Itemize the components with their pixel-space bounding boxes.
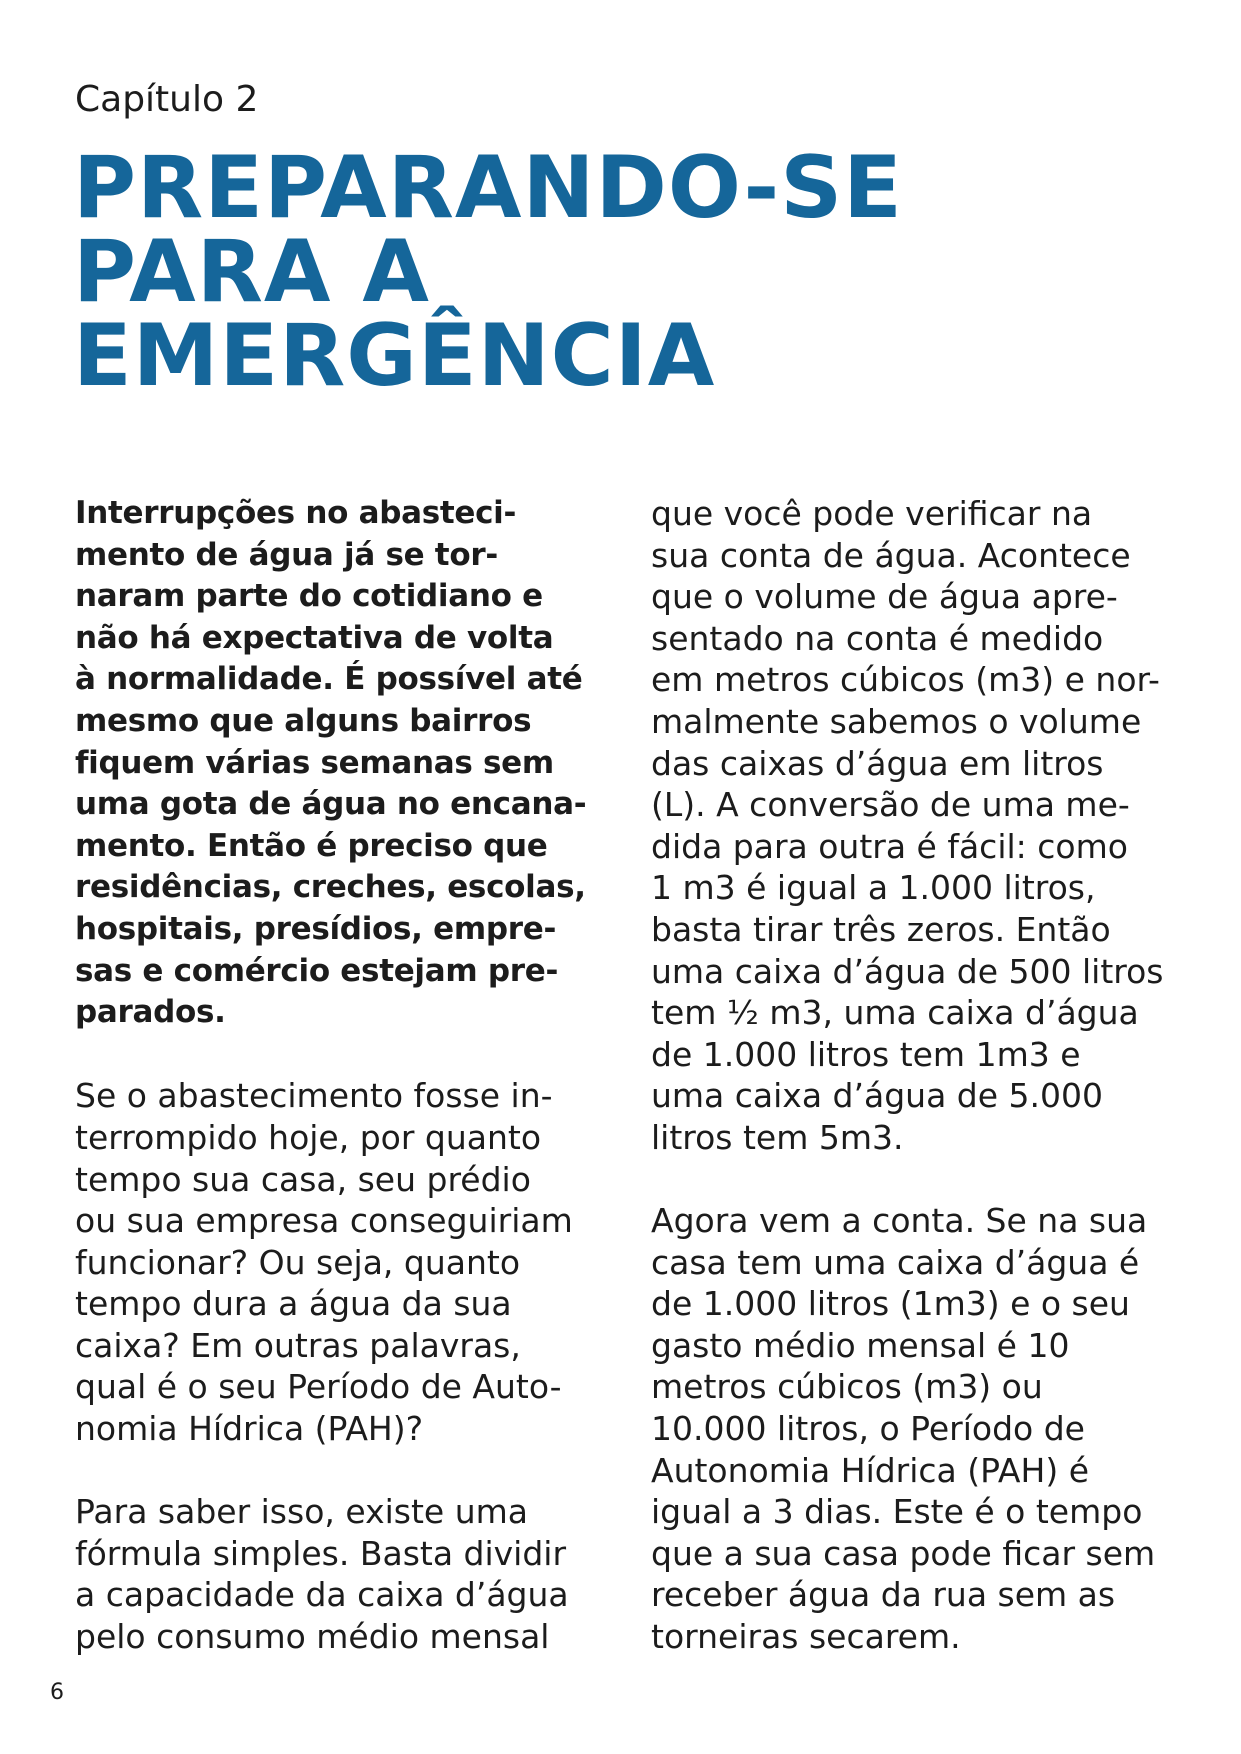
text-line: mento. Então é preciso que xyxy=(75,827,548,864)
text-line: a capacidade da caixa d’água xyxy=(75,1575,569,1615)
text-line: gasto médio mensal é 10 xyxy=(651,1325,1070,1365)
page-title xyxy=(73,138,903,406)
text-line: (L). A conversão de uma me- xyxy=(651,785,1130,825)
text-line: tempo dura a água da sua xyxy=(75,1284,512,1324)
text-line: fórmula simples. Basta dividir xyxy=(75,1533,567,1573)
text-line: litros tem 5m3. xyxy=(651,1117,904,1157)
text-line: pelo consumo médio mensal xyxy=(75,1617,550,1657)
text-line: metros cúbicos (m3) ou xyxy=(651,1367,1043,1407)
text-line: de 1.000 litros tem 1m3 e xyxy=(651,1034,1081,1074)
text-line: que a sua casa pode ficar sem xyxy=(651,1533,1156,1573)
text-line: Agora vem a conta. Se na sua xyxy=(651,1201,1148,1241)
text-line: residências, creches, escolas, xyxy=(75,869,586,906)
text-line: sentado na conta é medido xyxy=(651,618,1104,658)
text-line: igual a 3 dias. Este é o tempo xyxy=(651,1492,1143,1532)
text-line: uma gota de água no encana- xyxy=(75,786,587,823)
title-line: EMERGÊNCIA xyxy=(73,306,716,406)
text-line: nomia Hídrica (PAH)? xyxy=(75,1409,424,1449)
text-line: uma caixa d’água de 5.000 xyxy=(651,1076,1103,1116)
body-paragraph xyxy=(75,1075,575,1449)
text-line: fiquem várias semanas sem xyxy=(75,744,554,781)
text-line: que o volume de água apre- xyxy=(651,577,1118,617)
text-line: mento de água já se tor- xyxy=(75,536,498,573)
text-line: uma caixa d’água de 500 litros xyxy=(651,951,1164,991)
text-line: funcionar? Ou seja, quanto xyxy=(75,1242,521,1282)
left-column xyxy=(75,493,587,1658)
text-line: 10.000 litros, o Período de xyxy=(651,1409,1085,1449)
chapter-label: Capítulo 2 xyxy=(75,79,259,120)
text-line: receber água da rua sem as xyxy=(651,1575,1116,1615)
text-line: terrompido hoje, por quanto xyxy=(75,1117,542,1157)
text-line: em metros cúbicos (m3) e nor- xyxy=(651,660,1160,700)
text-line: tem ½ m3, uma caixa d’água xyxy=(651,993,1139,1033)
page-number: 6 xyxy=(50,1680,64,1705)
body-paragraph xyxy=(75,1491,575,1657)
lead-paragraph xyxy=(75,493,587,1034)
text-line: sua conta de água. Acontece xyxy=(651,535,1131,575)
text-line: sas e comércio estejam pre- xyxy=(75,952,559,989)
text-line: ou sua empresa conseguiriam xyxy=(75,1201,573,1241)
text-line: Autonomia Hídrica (PAH) é xyxy=(651,1450,1089,1490)
text-line: dida para outra é fácil: como xyxy=(651,826,1128,866)
title-line: PREPARANDO-SE xyxy=(73,138,903,238)
text-line: mesmo que alguns bairros xyxy=(75,702,532,739)
text-line: torneiras secarem. xyxy=(651,1617,961,1657)
text-line: que você pode verificar na xyxy=(651,494,1093,533)
body-paragraph xyxy=(651,493,1191,1159)
text-line: qual é o seu Período de Auto- xyxy=(75,1367,562,1407)
text-line: basta tirar três zeros. Então xyxy=(651,909,1111,949)
body-paragraph xyxy=(651,1200,1191,1658)
text-line: hospitais, presídios, empre- xyxy=(75,910,557,947)
text-line: Para saber isso, existe uma xyxy=(75,1492,528,1532)
text-line: Interrupções no abasteci- xyxy=(75,495,517,531)
title-line: PARA A xyxy=(73,222,430,322)
text-line: de 1.000 litros (1m3) e o seu xyxy=(651,1284,1130,1324)
text-line: à normalidade. É possível até xyxy=(75,661,583,698)
text-line: caixa? Em outras palavras, xyxy=(75,1325,521,1365)
text-line: das caixas d’água em litros xyxy=(651,743,1104,783)
text-line: parados. xyxy=(75,994,226,1031)
text-line: Se o abastecimento fosse in- xyxy=(75,1076,553,1116)
text-line: não há expectativa de volta xyxy=(75,619,554,656)
text-line: casa tem uma caixa d’água é xyxy=(651,1242,1140,1282)
text-line: 1 m3 é igual a 1.000 litros, xyxy=(651,868,1096,908)
text-line: malmente sabemos o volume xyxy=(651,701,1142,741)
right-column xyxy=(651,493,1191,1658)
text-line: naram parte do cotidiano e xyxy=(75,578,543,615)
text-line: tempo sua casa, seu prédio xyxy=(75,1159,531,1199)
